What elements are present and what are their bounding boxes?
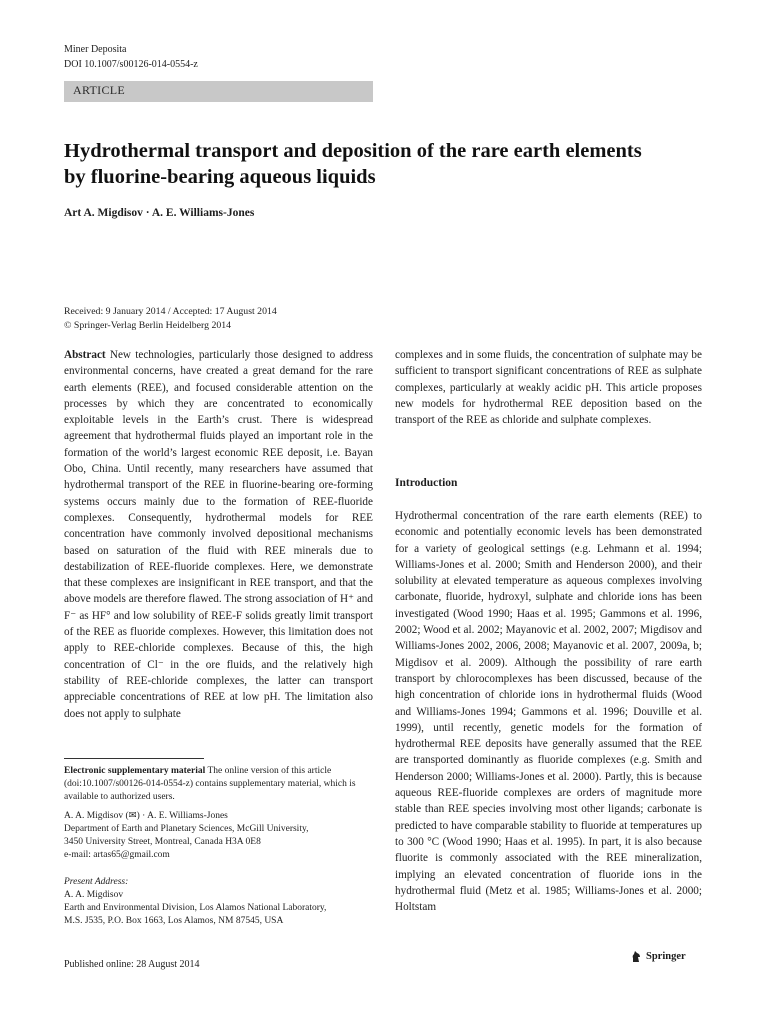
copyright: © Springer-Verlag Berlin Heidelberg 2014 <box>64 320 232 331</box>
supplementary-label: Electronic supplementary material <box>64 766 206 776</box>
abstract-label: Abstract <box>64 349 106 361</box>
affiliation-authors: A. A. Migdisov (✉) · A. E. Williams-Jones <box>64 811 228 821</box>
present-address-name: A. A. Migdisov <box>64 890 124 900</box>
publisher-logo <box>630 950 686 963</box>
abstract-text: New technologies, particularly those designed to address environmental concerns, have created a great demand for the rare earth elements (REE), and focused considerable attention on the processes by which they are concentrated to economically exploitable levels in the Earth’s crust. There is widespread agreement that hydrothermal fluids played an important role in the formation of the world’s largest economic REE deposit, i.e. Bayan Obo, China. Until recently, many researchers have assumed that hydrothermal transport of the REE in fluorine-bearing ore-forming systems occurs mainly due to the formation of REE-fluoride complexes. Consequently, hydrothermal models for REE concentration have commonly involved depositional mechanisms based on saturation of the fluid with REE minerals due to destabilization of REE-fluoride complexes. Here, we demonstrate that these complexes are insignificant in REE transport, and that the above models are therefore flawed. The strong association of H⁺ and F⁻ as HF° and low solubility of REE-F solids greatly limit transport of the REE as fluoride complexes. However, this limitation does not apply to REE-chloride complexes. Because of this, the high concentration of Cl⁻ in the ore fluids, and the relatively high stability of REE-chloride complexes, the latter can transport appreciable concentrations of REE at low pH. The limitation also does not apply to sulphate <box>64 349 374 720</box>
affiliation-dept: Department of Earth and Planetary Sciences, McGill University, <box>64 824 309 834</box>
paper-title <box>64 138 714 190</box>
abstract-continued: complexes and in some fluids, the concentration of sulphate may be sufficient to transport significant concentrations of REE as sulphate complexes, particularly at weakly acidic pH. This article proposes new models for hydrothermal REE deposition based on the transport of the REE as chloride and sulphate complexes. <box>395 349 702 427</box>
journal-name: Miner Deposita <box>64 44 127 55</box>
authors: Art A. Migdisov · A. E. Williams-Jones <box>64 207 255 219</box>
doi[interactable]: DOI 10.1007/s00126-014-0554-z <box>64 59 198 70</box>
present-address-division: Earth and Environmental Division, Los Alamos National Laboratory, <box>64 903 327 913</box>
received-dates: Received: 9 January 2014 / Accepted: 17 August 2014 <box>64 306 277 317</box>
published-date: Published online: 28 August 2014 <box>64 959 200 970</box>
springer-knight-icon <box>630 950 642 963</box>
footnote-divider <box>64 758 204 759</box>
introduction-heading: Introduction <box>395 477 458 489</box>
article-type-label: ARTICLE <box>73 83 126 97</box>
received-info <box>64 305 277 333</box>
abstract <box>64 347 373 722</box>
journal-header <box>64 42 198 72</box>
title-line-1: Hydrothermal transport and deposition of the rare earth elements <box>64 140 642 162</box>
supplementary-text: The online version of this article (doi:10.1007/s00126-014-0554-z) contains supplementary material, which is available to authorized users. <box>64 766 356 803</box>
affiliation-email[interactable]: e-mail: artas65@gmail.com <box>64 850 170 860</box>
author-affiliation <box>64 810 373 862</box>
present-address-street: M.S. J535, P.O. Box 1663, Los Alamos, NM 87545, USA <box>64 916 284 926</box>
supplementary-note <box>64 765 373 805</box>
present-address <box>64 876 373 928</box>
article-type-bar <box>64 81 373 102</box>
present-address-label: Present Address: <box>64 877 129 887</box>
title-line-2: by fluorine-bearing aqueous liquids <box>64 166 376 188</box>
publisher-name: Springer <box>646 951 686 962</box>
affiliation-address: 3450 University Street, Montreal, Canada H3A 0E8 <box>64 837 261 847</box>
introduction-text: Hydrothermal concentration of the rare earth elements (REE) to economic and potentially economic levels has been demonstrated for a variety of geological settings (e.g. Lehmann et al. 1994; Williams-Jones et al. 2000; Smith and Henderson 2000), and their solubility at elevated temperature as aqueous complexes involving carbonate, fluoride, hydroxyl, sulphate and chloride ions has been investigated (Wood 1990; Haas et al. 1995; Gammons et al. 1996, 2002; Wood et al. 2002; Mayanovic et al. 2002, 2007; Migdisov and Williams-Jones 2002, 2006, 2008; Mayanovic et al. 2007, 2009a, b; Migdisov et al. 2009). Although the possibility of rare earth transport by chlorocomplexes has been discussed, because of the high concentration of chloride ions in hydrothermal fluids (Wood and Williams-Jones 1994; Gammons et al. 1996; Douville et al. 1999), until recently, genetic models for the formation of hydrothermal REE deposits have generally assumed that the REE are transported dominantly as fluoride complexes (e.g. Smith and Henderson 2000; Williams-Jones et al. 2000). Partly, this is because aqueous REE-fluoride complexes are orders of magnitude more stable than REE species involving most other ligands; carbonate is predicted to have comparable stability to fluoride at temperatures up to 300 °C (Wood 1990; Haas et al. 1995). In part, it is also because fluorite is commonly associated with the REE mineralization, implying an elevated concentration of fluoride ions in the hydrothermal fluid (Metz et al. 1985; Williams-Jones et al. 2000; Holtstam <box>395 510 702 914</box>
